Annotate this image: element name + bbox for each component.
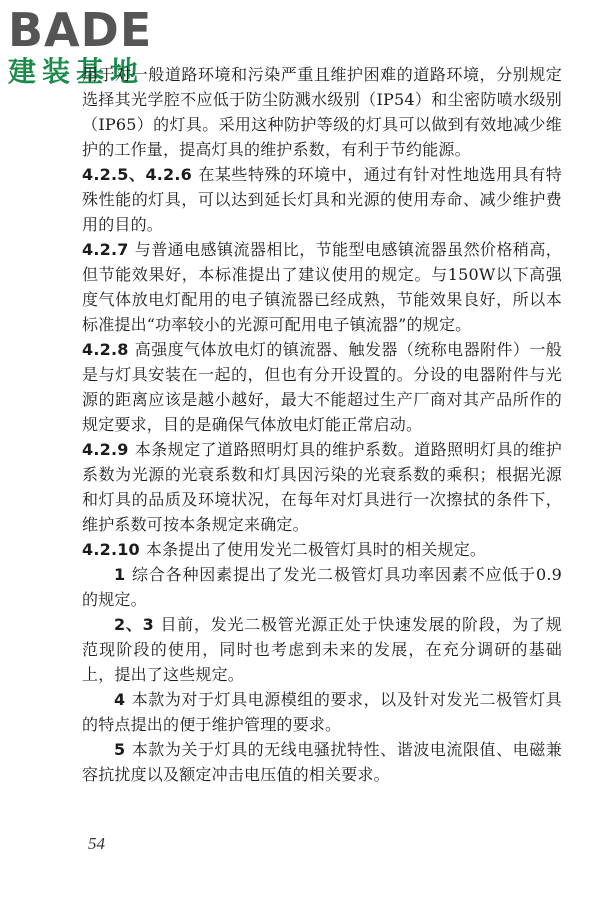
- item-4: [82, 687, 562, 737]
- page-number: 54: [88, 834, 105, 853]
- paragraph-text: 本条规定了道路照明灯具的维护系数。道路照明灯具的维护系数为光源的光衰系数和灯具因污染的光衰系数的乘积；根据光源和灯具的品质及环境状况，在每年对灯具进行一次擦拭的条件下，维护系数可按本条规定来确定。: [82, 440, 562, 534]
- item-number: 4: [114, 690, 126, 709]
- item-number: 5: [114, 740, 126, 759]
- clause-number: 4.2.10: [82, 540, 140, 559]
- logo-wordmark: BADE: [8, 3, 153, 57]
- item-1: [82, 562, 562, 612]
- paragraph-text: 在某些特殊的环境中，通过有针对性地选用具有特殊性能的灯具，可以达到延长灯具和光源的使用寿命、减少维护费用的目的。: [82, 165, 562, 234]
- clause-number: 4.2.8: [82, 340, 129, 359]
- item-number: 2、3: [114, 615, 154, 634]
- paragraph-text: 本条提出了使用发光二极管灯具时的相关规定。: [145, 540, 487, 559]
- paragraph-text: 高强度气体放电灯的镇流器、触发器（统称电器附件）一般是与灯具安装在一起的，但也有分开设置的。分设的电器附件与光源的距离应该是越小越好，最大不能超过生产厂商对其产品所作的规定要求，目的是确保气体放电灯能正常启动。: [82, 340, 562, 434]
- paragraph-text: 与普通电感镇流器相比，节能型电感镇流器虽然价格稍高，但节能效果好，本标准提出了建议使用的规定。与150W以下高强度气体放电灯配用的电子镇流器已经成熟，节能效果良好，所以本标准提出“功率较小的光源可配用电子镇流器”的规定。: [82, 240, 562, 334]
- item-number: 1: [114, 565, 126, 584]
- clause-number: 4.2.7: [82, 240, 129, 259]
- clause-number: 4.2.9: [82, 440, 129, 459]
- paragraph-text: 目前，发光二极管光源正处于快速发展的阶段，为了规范现阶段的使用，同时也考虑到未来的发展，在充分调研的基础上，提出了这些规定。: [82, 615, 562, 684]
- paragraph-text: 本款为对于灯具电源模组的要求，以及针对发光二极管灯具的特点提出的便于维护管理的要求。: [82, 690, 562, 734]
- logo-tagline: 建装基地: [8, 55, 145, 88]
- item-5: [82, 737, 562, 787]
- paragraph-text: 本款为关于灯具的无线电骚扰特性、谐波电流限值、电磁兼容抗扰度以及额定冲击电压值的相关要求。: [82, 740, 562, 784]
- paragraph-intro: [82, 62, 562, 162]
- item-2-3: [82, 612, 562, 687]
- paragraph-4-2-9: [82, 437, 562, 537]
- document-body: [82, 62, 562, 787]
- paragraph-4-2-5: [82, 162, 562, 237]
- paragraph-4-2-8: [82, 337, 562, 437]
- paragraph-text: 用于对一般道路环境和污染严重且维护困难的道路环境，分别规定选择其光学腔不应低于防尘防溅水级别（IP54）和尘密防喷水级别（IP65）的灯具。采用这种防护等级的灯具可以做到有效地减少维护的工作量，提高灯具的维护系数，有利于节约能源。: [82, 65, 562, 159]
- paragraph-4-2-10: [82, 537, 562, 562]
- paragraph-text: 综合各种因素提出了发光二极管灯具功率因素不应低于0.9的规定。: [82, 565, 562, 609]
- clause-number: 4.2.5、4.2.6: [82, 165, 192, 184]
- paragraph-4-2-7: [82, 237, 562, 337]
